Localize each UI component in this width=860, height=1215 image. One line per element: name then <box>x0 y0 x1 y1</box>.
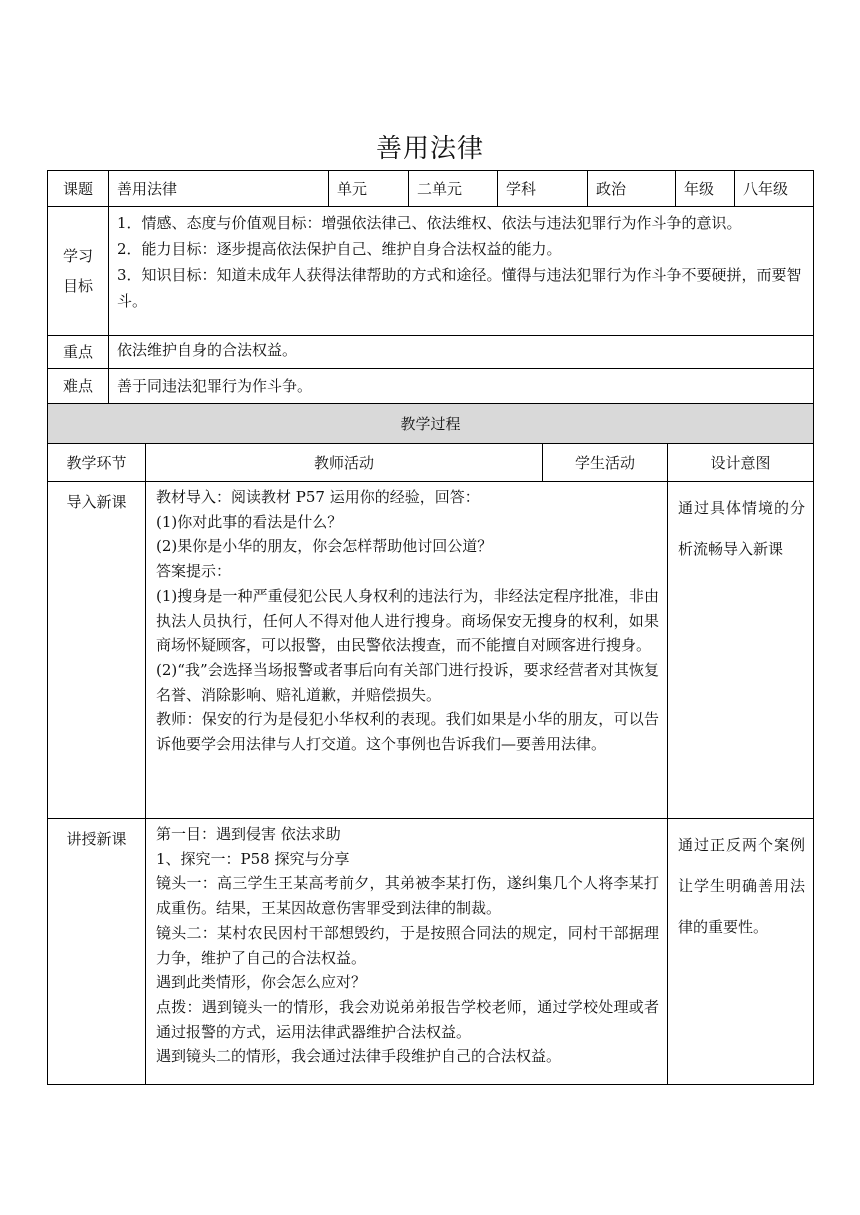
activity-line: 第一目：遇到侵害 依法求助 <box>156 825 341 843</box>
activity-line: 遇到镜头二的情形，我会通过法律手段维护自己的合法权益。 <box>156 1047 562 1066</box>
activity-line: 教师：保安的行为是侵犯小华权利的表现。我们如果是小华的朋友，可以告诉他要学会用法律与人打交道。这个事例也告诉我们—要善用法律。 <box>156 710 659 754</box>
key-point-value: 依法维护自身的合法权益。 <box>109 336 814 369</box>
activity-line: 遇到此类情形，你会怎么应对？ <box>156 973 367 992</box>
activity-line: (1)搜身是一种严重侵犯公民人身权利的违法行为，非经法定程序批准，非由执法人员执行，任何人不得对他人进行搜身。商场保安无搜身的权利，如果商场怀疑顾客，可以报警，由民警依法搜查，而不能擅自对顾客进行搜身。 <box>156 586 659 655</box>
unit-label: 单元 <box>329 171 409 207</box>
process-banner: 教学过程 <box>48 404 814 444</box>
goal-item: 3．知识目标：知道未成年人获得法律帮助的方式和途径。懂得与违法犯罪行为作斗争不要硬拼，而要智斗。 <box>117 266 802 310</box>
teacher-activity-intro <box>146 482 668 819</box>
subject-value: 政治 <box>588 171 676 207</box>
header-design-intent: 设计意图 <box>668 444 814 482</box>
unit-value: 二单元 <box>409 171 498 207</box>
topic-value: 善用法律 <box>109 171 329 207</box>
grade-value: 八年级 <box>735 171 814 207</box>
grade-label: 年级 <box>676 171 735 207</box>
activity-line: (2)果你是小华的朋友，你会怎样帮助他讨回公道？ <box>156 537 493 556</box>
activity-line: 教材导入：阅读教材 P57 运用你的经验，回答： <box>156 488 480 506</box>
design-intent-intro: 通过具体情境的分析流畅导入新课 <box>668 482 814 819</box>
design-intent-new-lesson: 通过正反两个案例让学生明确善用法律的重要性。 <box>668 819 814 1085</box>
stage-new-lesson: 讲授新课 <box>48 819 146 1085</box>
activity-line: (1)你对此事的看法是什么？ <box>156 512 343 531</box>
topic-label: 课题 <box>48 171 109 207</box>
goal-item: 2．能力目标：逐步提高依法保护自己、维护自身合法权益的能力。 <box>117 240 562 258</box>
difficulty-label: 难点 <box>48 369 109 404</box>
goals-label <box>48 207 109 336</box>
goal-item: 1．情感、态度与价值观目标：增强依法律己、依法维权、依法与违法犯罪行为作斗争的意识。 <box>117 214 742 232</box>
key-point-label: 重点 <box>48 336 109 369</box>
activity-line: 1、探究一：P58 探究与分享 <box>156 849 350 868</box>
teacher-activity-new-lesson <box>146 819 668 1085</box>
header-stage: 教学环节 <box>48 444 146 482</box>
header-student-activity: 学生活动 <box>543 444 668 482</box>
activity-line: (2)“我”会选择当场报警或者事后向有关部门进行投诉，要求经营者对其恢复名誉、消除影响、赔礼道歉，并赔偿损失。 <box>156 660 659 704</box>
activity-line: 镜头一：高三学生王某高考前夕，其弟被李某打伤，遂纠集几个人将李某打成重伤。结果，王某因故意伤害罪受到法律的制裁。 <box>156 874 659 918</box>
difficulty-value: 善于同违法犯罪行为作斗争。 <box>109 369 814 404</box>
header-teacher-activity: 教师活动 <box>146 444 543 482</box>
subject-label: 学科 <box>498 171 588 207</box>
stage-intro: 导入新课 <box>48 482 146 819</box>
page-title: 善用法律 <box>375 134 484 164</box>
goals-label-line-1: 学习 <box>62 247 93 265</box>
activity-line: 镜头二：某村农民因村干部想毁约，于是按照合同法的规定，同村干部据理力争，维护了自己的合法权益。 <box>156 923 659 967</box>
goals-label-line-2: 目标 <box>62 277 93 295</box>
teaching-process-table <box>47 403 814 1085</box>
goals-content <box>109 207 814 336</box>
activity-line: 答案提示： <box>156 562 232 581</box>
lesson-info-table <box>47 170 814 404</box>
activity-line: 点拨：遇到镜头一的情形，我会劝说弟弟报告学校老师，通过学校处理或者通过报警的方式，运用法律武器维护合法权益。 <box>156 997 659 1041</box>
